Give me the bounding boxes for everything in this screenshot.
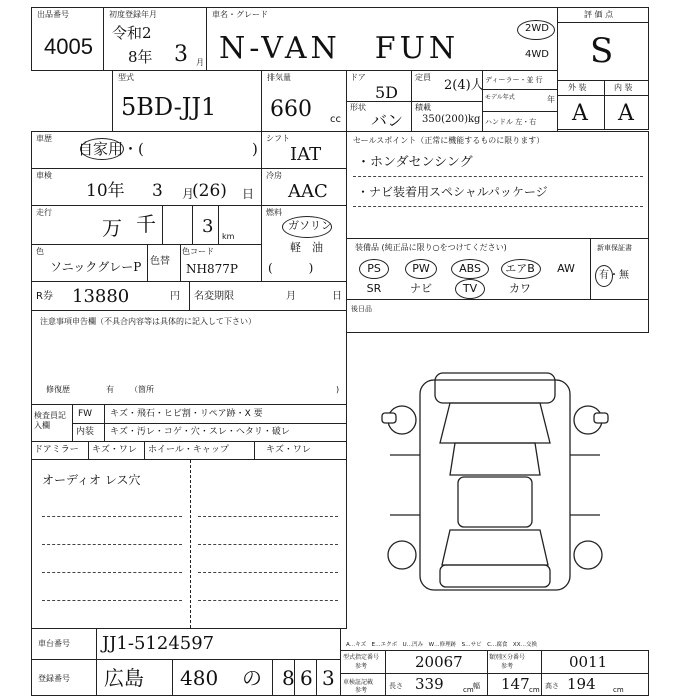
damage-legend: A…キズ E…エクボ U…凹み W…修理跡 S…サビ C…腐食 XX…交換 — [346, 642, 537, 648]
first-reg-month: 3 — [174, 42, 188, 67]
recycle-label: R券 — [36, 291, 53, 302]
rating-value: S — [590, 31, 614, 71]
equipment-tv: TV — [462, 282, 478, 295]
history-label: 車歴 — [36, 134, 52, 143]
equipment-navi: ナビ — [410, 282, 432, 295]
inspection-day-unit: 日 — [242, 187, 255, 201]
mileage-sen: 千 — [136, 212, 156, 236]
capacity-label: 定員 — [415, 73, 431, 82]
color-code-label: 色コード — [182, 247, 214, 256]
rating-cell — [557, 7, 649, 81]
inspector-fw-label: FW — [78, 409, 93, 419]
handle-label: ハンドル 左・右 — [485, 118, 537, 126]
length-unit: cm — [463, 686, 474, 694]
color-cell — [31, 244, 262, 282]
load-value: 350(200)kg — [422, 114, 481, 125]
mileage-label: 走行 — [36, 208, 52, 217]
fuel-cell — [261, 205, 347, 282]
door-value: 5D — [375, 83, 399, 102]
inspector-cell — [31, 404, 347, 460]
fuel-gasoline: ガソリン — [288, 219, 332, 232]
inspector-interior-options: キズ・汚レ・コゲ・穴・スレ・ヘタリ・破レ — [110, 427, 290, 437]
sales-point-2: ・ナビ装着用スペシャルパッケージ — [357, 185, 548, 199]
history-value: 自家用・( — [78, 140, 144, 158]
capacity-value: 2(4)人 — [444, 78, 484, 93]
color-code-value: NH877P — [186, 262, 238, 276]
registration-class: 480 — [180, 666, 219, 690]
equipment-aw: AW — [557, 262, 575, 275]
type-designation-ref: 参考 — [355, 663, 368, 670]
type-code-label: 型式 — [118, 73, 134, 82]
registration-digit-3: 3 — [322, 666, 335, 690]
first-reg-era: 令和2 — [112, 24, 152, 42]
equipment-leather: カワ — [509, 282, 531, 295]
first-reg-year: 8年 — [128, 48, 153, 66]
drive-2wd-label: 2WD — [525, 23, 549, 34]
fuel-diesel: 軽 油 — [290, 241, 323, 254]
recycle-yen: 円 — [170, 291, 180, 302]
load-label: 積載 — [415, 103, 431, 112]
color-value: ソニックグレーP — [50, 260, 142, 274]
fuel-label: 燃料 — [266, 208, 282, 217]
spec-table — [340, 650, 649, 696]
displacement-value: 660 — [270, 97, 312, 122]
first-registration-label: 初度登録年月 — [109, 10, 157, 19]
model-grade-label: 車名・グレード — [212, 10, 268, 19]
category-number-ref: 参考 — [501, 663, 514, 670]
color-change-label: 色替 — [150, 256, 170, 267]
recycle-cell — [31, 281, 190, 311]
handwritten-notes-area — [31, 459, 347, 629]
inspector-label: 検査員記入欄 — [34, 411, 66, 430]
inspector-fw-options: キズ・飛石・ヒビ割・リペア跡・X 要 — [110, 409, 263, 419]
registration-period-month: 月 — [286, 291, 296, 302]
length-label: 長さ — [389, 682, 403, 690]
recycle-value: 13880 — [72, 286, 130, 307]
equipment-ps: PS — [367, 262, 381, 275]
shape-value: バン — [371, 111, 404, 130]
category-number-label: 類別区分番号 — [489, 654, 526, 661]
registration-period-label: 名変期限 — [194, 291, 234, 302]
width-label: 幅 — [473, 682, 480, 690]
lot-number-cell — [31, 7, 104, 71]
warranty-options: 有・無 — [599, 270, 629, 281]
displacement-cell — [261, 70, 347, 132]
registration-digit-2: 6 — [300, 666, 313, 690]
category-number-value: 0011 — [569, 653, 608, 671]
inspection-day: (26) — [192, 181, 227, 201]
equipment-pw: PW — [412, 262, 430, 275]
equipment-abs: ABS — [459, 262, 481, 275]
cooling-cell — [261, 168, 347, 206]
drive-4wd-label: 4WD — [525, 49, 549, 60]
note-line: オーディオ レス穴 — [42, 473, 141, 487]
fuel-paren: ( ) — [268, 261, 314, 275]
displacement-label: 排気量 — [267, 73, 291, 82]
inspector-wheel-label: ホイール・キャップ — [148, 445, 229, 455]
shift-value: IAT — [290, 144, 322, 165]
exterior-value: A — [572, 101, 588, 126]
repair-place-close: ) — [336, 385, 340, 394]
registration-place: 広島 — [104, 666, 144, 690]
inspector-wheel-options: キズ・ワレ — [266, 445, 311, 455]
dealer-label: ディーラー・並 行 — [485, 76, 543, 84]
new-car-warranty-cell — [590, 238, 649, 300]
history-cell — [31, 131, 262, 169]
equipment-label: 装備品 (純正品に限り○をつけてください) — [355, 243, 507, 252]
registration-kana: の — [242, 666, 262, 690]
sales-points-cell — [346, 131, 649, 239]
inspection-cell — [31, 168, 262, 206]
door-label: ドア — [350, 73, 366, 82]
post-items-label: 後日品 — [351, 305, 372, 313]
mileage-km: km — [222, 232, 235, 241]
shift-cell — [261, 131, 347, 169]
capacity-load-cell — [411, 70, 483, 132]
chassis-number-label: 車台番号 — [38, 639, 70, 648]
type-designation-label: 型式指定番号 — [343, 654, 380, 661]
lot-number-value: 4005 — [44, 34, 93, 59]
model-grade-value: N-VAN FUN — [219, 31, 460, 66]
sales-point-1: ・ホンダセンシング — [357, 155, 473, 170]
chassis-number-cell — [31, 628, 341, 660]
registration-number-cell — [31, 659, 341, 696]
width-unit: cm — [529, 686, 540, 694]
post-items-cell — [346, 299, 649, 333]
rating-label: 評 価 点 — [584, 10, 614, 19]
interior-value: A — [618, 101, 634, 126]
equipment-cell — [346, 238, 591, 300]
inspection-year: 10年 — [86, 181, 125, 201]
notes-label: 注意事項申告欄（不具合内容等は具体的に記入して下さい） — [40, 317, 256, 326]
height-unit: cm — [613, 686, 624, 694]
registration-period-cell — [189, 281, 347, 311]
sales-points-label: セールスポイント（正常に機能するものに限ります） — [353, 136, 545, 145]
exterior-label: 外 装 — [568, 83, 587, 92]
first-registration-cell — [103, 7, 207, 71]
registration-digit-1: 8 — [282, 666, 295, 690]
shape-label: 形状 — [350, 103, 366, 112]
height-value: 194 — [567, 675, 596, 693]
repair-yes: 有 — [106, 385, 114, 394]
chassis-number-value: JJ1-5124597 — [102, 633, 215, 654]
inspection-month: 3 — [152, 181, 163, 201]
rating-ext-int-cell — [557, 80, 649, 130]
inspector-interior-label: 内装 — [76, 427, 95, 437]
color-label: 色 — [36, 247, 44, 256]
interior-label: 内 装 — [614, 83, 633, 92]
history-close: ) — [252, 140, 258, 158]
new-car-warranty-label: 新車保証書 — [597, 244, 632, 252]
dealer-cell — [482, 70, 558, 132]
car-length-ref: 参考 — [355, 687, 368, 694]
cooling-label: 冷房 — [266, 171, 282, 180]
equipment-sr: SR — [366, 282, 382, 295]
lot-number-label: 出品番号 — [37, 10, 69, 19]
model-grade-cell — [206, 7, 558, 71]
length-value: 339 — [415, 675, 444, 693]
repair-place: （箇所 — [130, 385, 154, 394]
registration-period-day: 日 — [332, 291, 342, 302]
registration-number-label: 登録番号 — [38, 674, 70, 683]
first-reg-month-unit: 月 — [196, 58, 204, 67]
cooling-value: AAC — [288, 181, 328, 202]
inspection-label: 車検 — [36, 171, 52, 180]
type-code-value: 5BD-JJ1 — [121, 93, 217, 121]
inspector-mirror-options: キズ・ワレ — [92, 445, 137, 455]
type-code-cell — [112, 70, 262, 132]
model-year-unit: 年 — [547, 95, 555, 104]
mileage-value: 3 — [202, 216, 214, 237]
inspection-month-unit: 月 — [182, 187, 195, 201]
equipment-airbag: エアB — [505, 262, 535, 275]
mileage-cell — [31, 205, 262, 245]
height-label: 高さ — [545, 682, 559, 690]
cc-label: cc — [330, 114, 341, 125]
car-length-label: 車検証記載 — [343, 679, 374, 686]
type-designation-value: 20067 — [415, 653, 463, 671]
model-year-label: モデル年式 — [485, 94, 515, 101]
door-shape-cell — [346, 70, 412, 132]
mileage-man: 万 — [102, 216, 122, 240]
car-diagram — [380, 365, 610, 610]
width-value: 147 — [501, 675, 530, 693]
notes-cell — [31, 310, 347, 405]
repair-history-label: 修復歴 — [46, 385, 70, 394]
inspector-mirror-label: ドアミラー — [34, 445, 79, 455]
shift-label: シフト — [266, 134, 290, 143]
